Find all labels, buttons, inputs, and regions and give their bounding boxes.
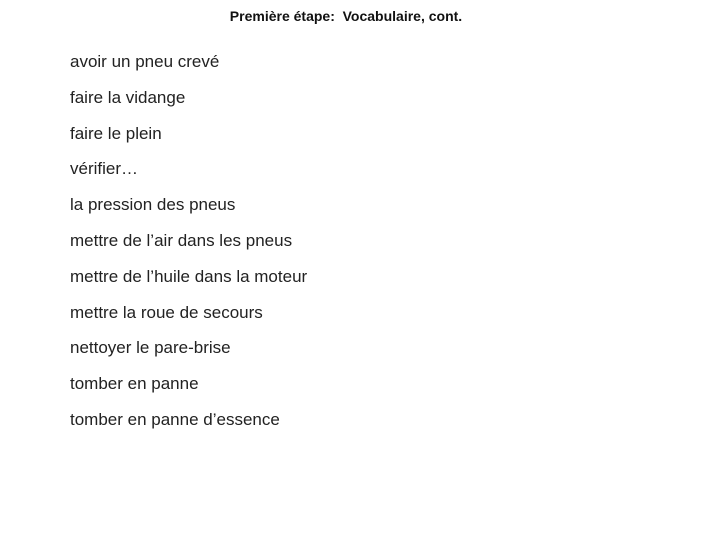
vocabulary-item: mettre la roue de secours [70,302,263,322]
vocabulary-list [70,50,307,444]
vocabulary-item: tomber en panne d’essence [70,409,280,429]
slide-title: Première étape: Vocabulaire, cont. [229,8,463,24]
vocabulary-item: la pression des pneus [70,195,236,215]
vocabulary-item: mettre de l’huile dans la moteur [70,266,308,286]
vocabulary-item: avoir un pneu crevé [70,52,220,71]
vocabulary-item: faire la vidange [70,87,186,107]
vocabulary-item: nettoyer le pare-brise [70,338,231,358]
vocabulary-item: vérifier… [70,159,139,179]
vocabulary-item: tomber en panne [70,374,199,394]
vocabulary-item: mettre de l’air dans les pneus [70,230,293,250]
vocabulary-item: faire le plein [70,123,162,143]
